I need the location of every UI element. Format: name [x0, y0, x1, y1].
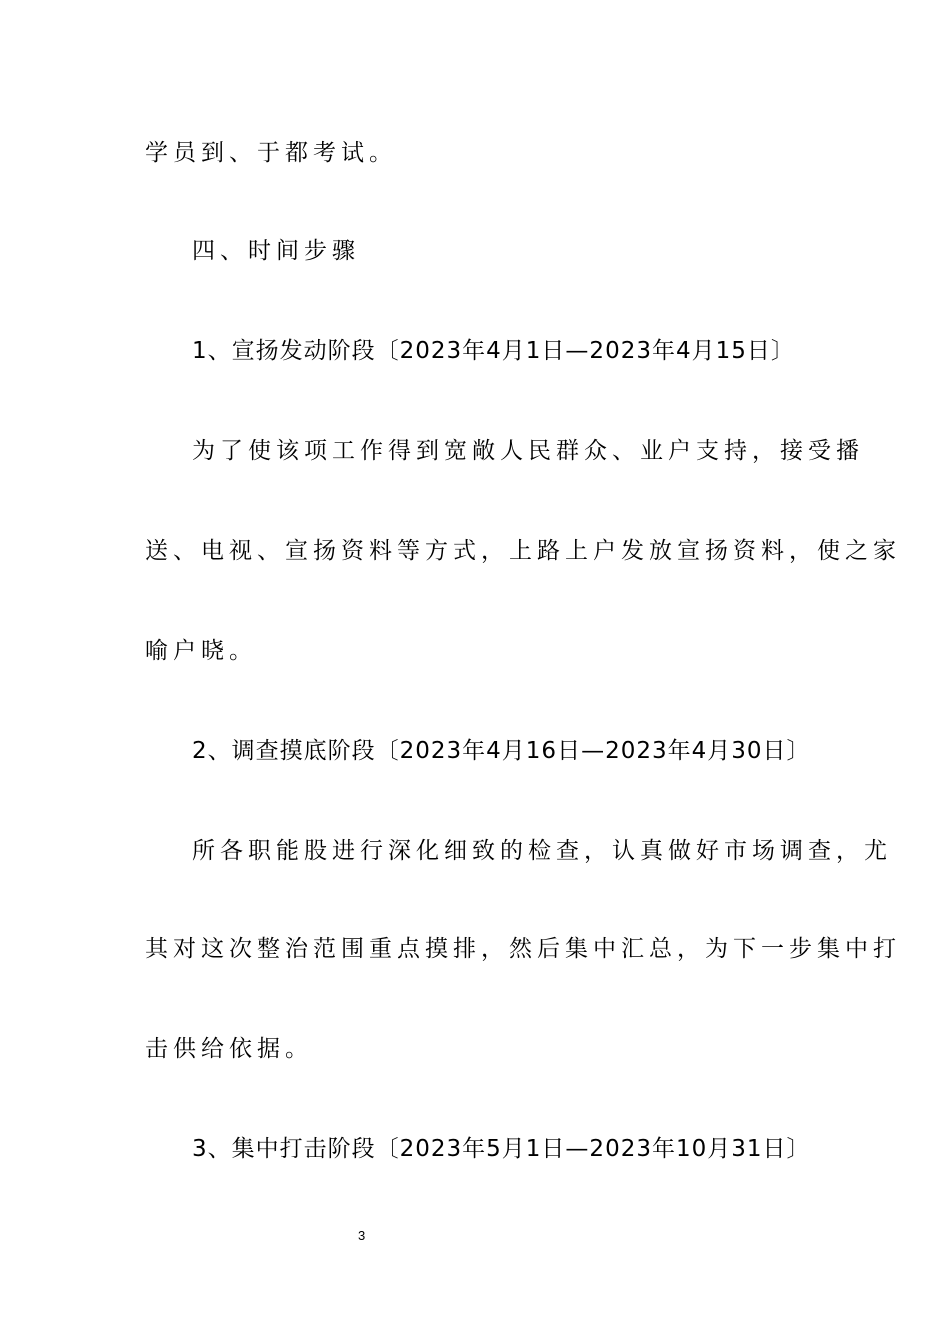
body-text-line: 所各职能股进行深化细致的检查，认真做好市场调查，尤 [192, 838, 892, 864]
page-number: 3 [358, 1228, 366, 1243]
section-heading: 四、时间步骤 [192, 238, 360, 264]
body-text-line: 喻户晓。 [145, 638, 257, 664]
body-text-line: 送、电视、宣扬资料等方式，上路上户发放宣扬资料，使之家 [145, 538, 901, 564]
body-text-line: 为了使该项工作得到宽敞人民群众、业户支持，接受播 [192, 438, 864, 464]
phase-heading-3: 3、集中打击阶段〔2023年5月1日—2023年10月31日〕 [192, 1136, 811, 1162]
phase-heading-1: 1、宣扬发动阶段〔2023年4月1日—2023年4月15日〕 [192, 338, 795, 364]
body-text-line: 其对这次整治范围重点摸排，然后集中汇总，为下一步集中打 [145, 936, 901, 962]
phase-heading-2: 2、调查摸底阶段〔2023年4月16日—2023年4月30日〕 [192, 738, 811, 764]
body-text-line: 击供给依据。 [145, 1036, 313, 1062]
body-text-line: 学员到、于都考试。 [145, 140, 397, 166]
